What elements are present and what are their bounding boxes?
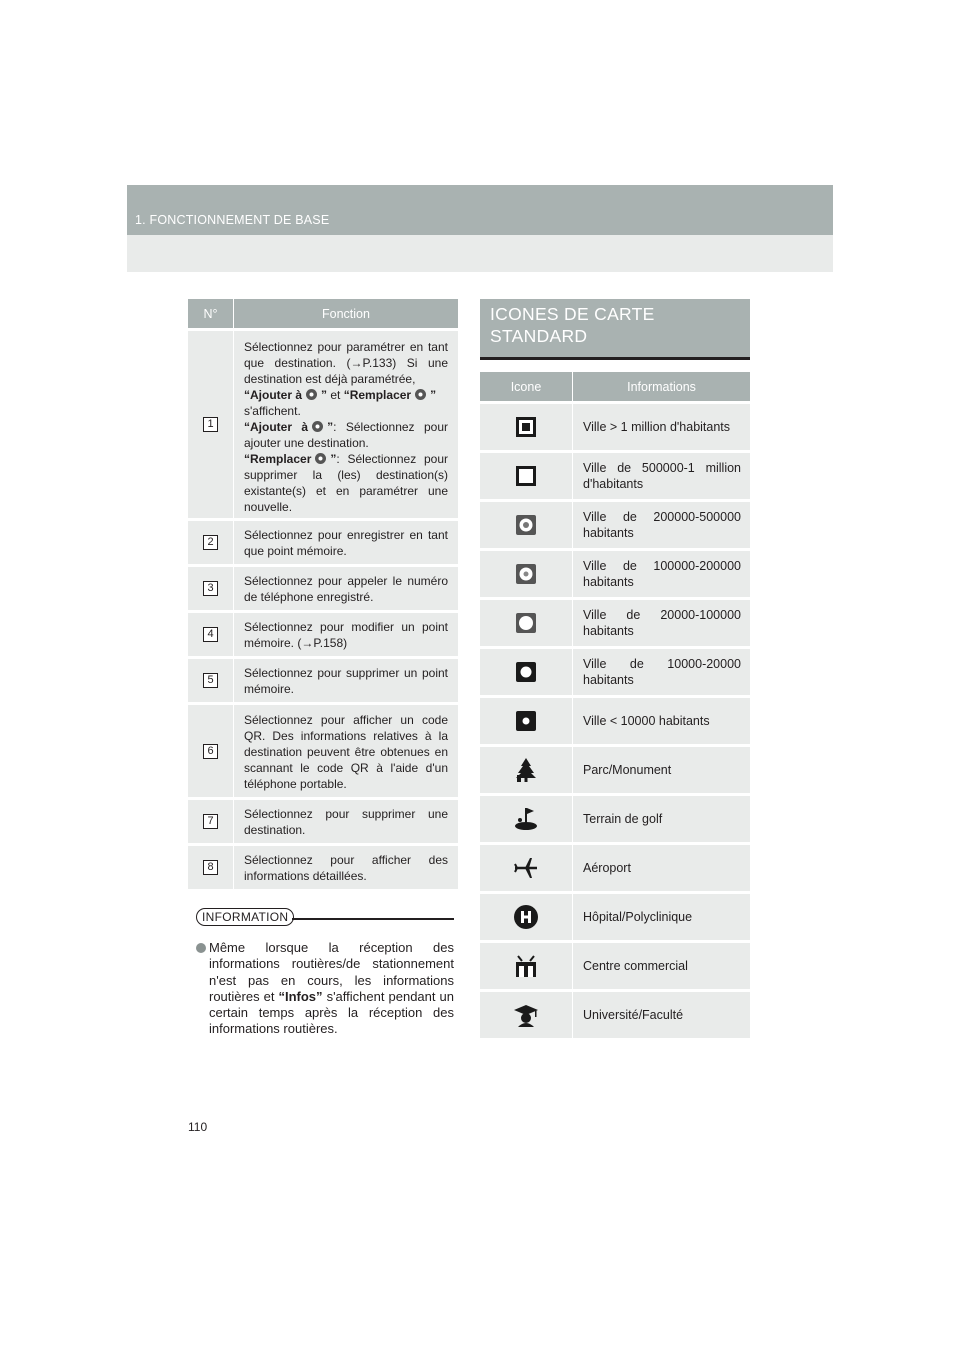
icon-label: Ville de 200000-500000 habitants xyxy=(583,510,741,540)
col-informations-header: Informations xyxy=(627,379,696,394)
golf-icon xyxy=(513,806,539,832)
hospital-icon xyxy=(513,904,539,930)
row-text: Sélectionnez pour paramétrer en tant que destination. (→P.133) Si une destination est déjà paramétrée, “Ajouter à ” et “Remplacer ” s'affichent. “Ajouter à ”: Sélectionnez pour ajouter une destination. “Remplacer ”: Sélectionnez pour supprimer la (les) destination(s) existante(s) et en paramétrer une nouvelle. xyxy=(244,340,448,514)
city-500k-1m-icon xyxy=(516,466,536,486)
icon-label: Parc/Monument xyxy=(583,763,672,777)
destination-pin-icon xyxy=(315,453,326,464)
row-number: 5 xyxy=(188,659,234,702)
information-rule xyxy=(292,918,454,920)
table-row xyxy=(480,548,750,597)
row-text: Sélectionnez pour afficher des informations détaillées. xyxy=(244,853,448,883)
table-row xyxy=(188,702,458,797)
table-row xyxy=(188,656,458,702)
col-fonction-header: Fonction xyxy=(322,306,370,321)
col-num-header: N° xyxy=(188,299,234,328)
icon-label: Ville < 10000 habitants xyxy=(583,714,710,728)
airport-icon xyxy=(513,855,539,881)
icon-label: Université/Faculté xyxy=(583,1008,684,1022)
icon-label: Ville de 100000-200000 habitants xyxy=(583,559,741,589)
table-row xyxy=(480,989,750,1038)
city-20k-100k-icon xyxy=(516,613,536,633)
destination-pin-icon xyxy=(306,389,317,400)
information-tag: INFORMATION xyxy=(196,908,294,926)
row-text: Sélectionnez pour enregistrer en tant que point mémoire. xyxy=(244,528,448,558)
table-row xyxy=(188,610,458,656)
icon-label: Centre commercial xyxy=(583,959,688,973)
park-tree-icon xyxy=(513,757,539,783)
row-text: Sélectionnez pour supprimer une destination. xyxy=(244,807,448,837)
shopping-center-icon xyxy=(513,953,539,979)
table-row xyxy=(480,450,750,499)
section-title: 1. FONCTIONNEMENT DE BASE xyxy=(135,213,330,227)
table-row xyxy=(480,793,750,842)
table-row xyxy=(188,518,458,564)
table-row xyxy=(188,328,458,518)
destination-pin-icon xyxy=(312,421,323,432)
university-icon xyxy=(513,1002,539,1028)
table-row xyxy=(188,564,458,610)
col-icone-header: Icone xyxy=(480,372,573,401)
bullet-icon xyxy=(196,943,206,953)
row-text: Sélectionnez pour supprimer un point mémoire. xyxy=(244,666,448,696)
function-table-header xyxy=(188,299,458,328)
icon-label: Aéroport xyxy=(583,861,631,875)
row-number: 3 xyxy=(188,567,234,610)
icon-label: Hôpital/Polyclinique xyxy=(583,910,693,924)
icon-label: Terrain de golf xyxy=(583,812,663,826)
page-number: 110 xyxy=(188,1120,208,1134)
table-row xyxy=(480,744,750,793)
row-number: 7 xyxy=(188,800,234,843)
icon-label: Ville de 500000-1 million d'habitants xyxy=(583,461,741,491)
table-row xyxy=(480,891,750,940)
row-number: 8 xyxy=(188,846,234,889)
icon-label: Ville de 10000-20000 habitants xyxy=(583,657,741,687)
header-band xyxy=(127,185,833,235)
row-text: Sélectionnez pour modifier un point mémoire. (→P.158) xyxy=(244,620,448,650)
map-icons-table-header xyxy=(480,372,750,401)
table-row xyxy=(480,646,750,695)
table-row xyxy=(480,842,750,891)
table-row xyxy=(188,797,458,843)
function-table xyxy=(188,299,458,889)
city-over-1m-icon xyxy=(516,417,536,437)
city-under-10k-icon xyxy=(516,711,536,731)
destination-pin-icon xyxy=(415,389,426,400)
header-subband xyxy=(127,235,833,272)
information-text: Même lorsque la réception des informations routières/de stationnement n'est pas en cours, les informations routières et “Infos” s'affichent pendant un certain temps après la réception des informations routières. xyxy=(209,940,454,1037)
map-icons-section xyxy=(480,299,750,1038)
icon-label: Ville de 20000-100000 habitants xyxy=(583,608,741,638)
information-box xyxy=(196,908,454,1038)
row-number: 6 xyxy=(188,705,234,797)
row-number: 4 xyxy=(188,613,234,656)
row-number: 2 xyxy=(188,521,234,564)
table-row xyxy=(480,695,750,744)
table-row xyxy=(480,940,750,989)
city-200k-500k-icon xyxy=(516,515,536,535)
table-row xyxy=(480,499,750,548)
table-row xyxy=(480,597,750,646)
city-10k-20k-icon xyxy=(516,662,536,682)
row-number: 1 xyxy=(188,331,234,518)
map-icons-title: ICONES DE CARTE STANDARD xyxy=(480,299,750,360)
city-100k-200k-icon xyxy=(516,564,536,584)
information-body xyxy=(196,940,454,1038)
row-text: Sélectionnez pour appeler le numéro de téléphone enregistré. xyxy=(244,574,448,604)
icon-label: Ville > 1 million d'habitants xyxy=(583,420,731,434)
table-row xyxy=(480,401,750,450)
table-row xyxy=(188,843,458,889)
row-text: Sélectionnez pour afficher un code QR. Des informations relatives à la destination peuvent être obtenues en scannant le code QR à l'aide d'un téléphone portable. xyxy=(244,713,448,791)
